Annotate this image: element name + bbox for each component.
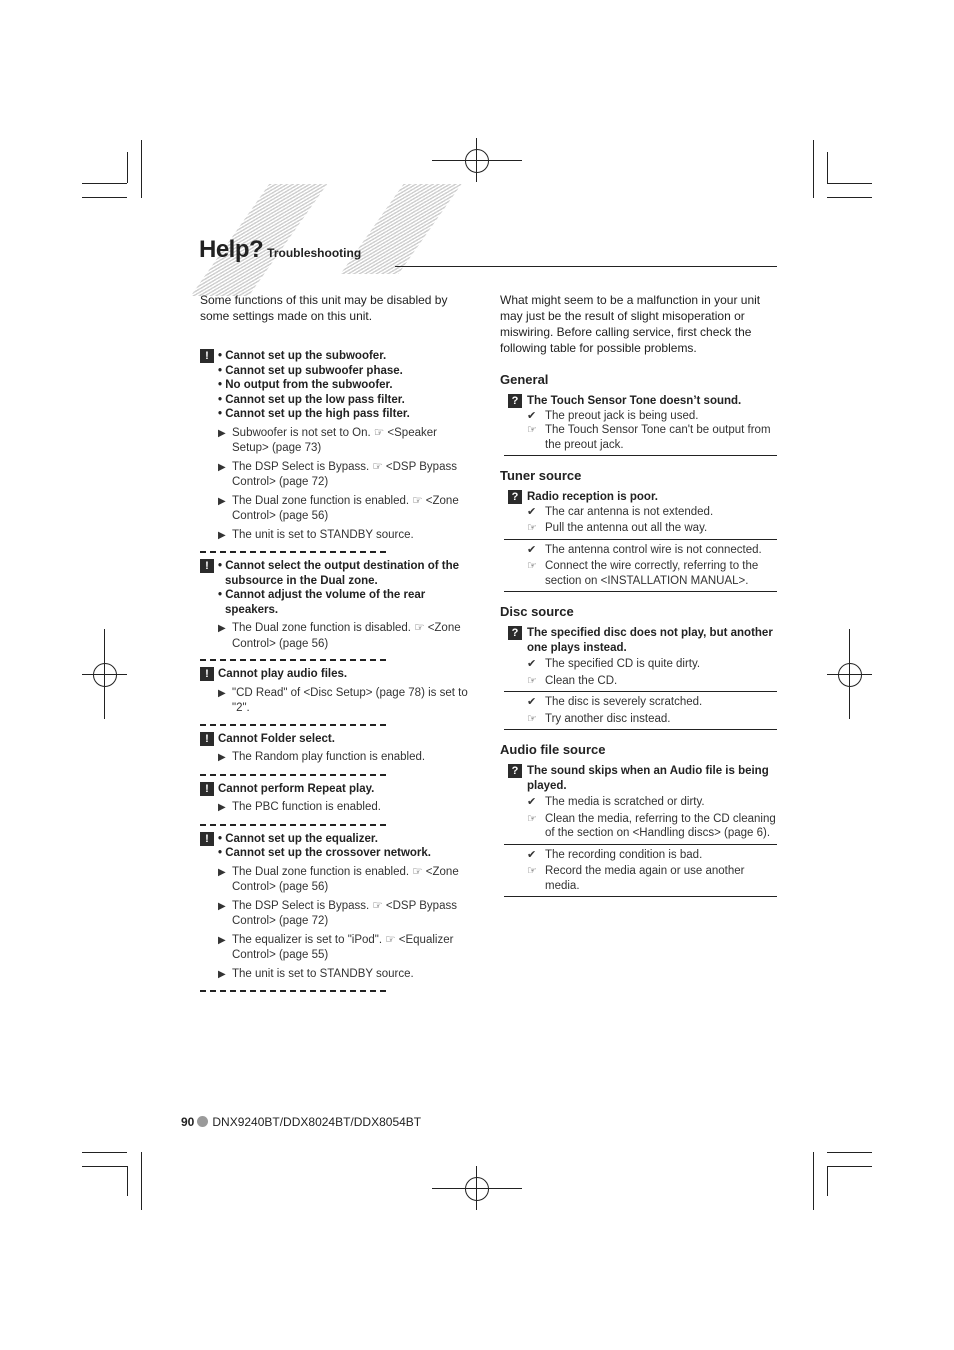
crop-mark xyxy=(827,183,872,184)
cause-line: ✔ The media is scratched or dirty. xyxy=(527,796,705,808)
crop-mark xyxy=(127,1166,128,1196)
left-intro: Some functions of this unit may be disabled by some settings made on this unit. xyxy=(200,293,448,323)
issue-cause: ▶ The DSP Select is Bypass. ☞ <DSP Bypass Control> (page 72) xyxy=(218,899,457,927)
crop-mark xyxy=(82,1166,127,1167)
triangle-icon: ▶ xyxy=(218,623,226,634)
check-icon: ✔ xyxy=(527,796,537,808)
triangle-icon: ▶ xyxy=(218,529,226,541)
registration-line xyxy=(432,1188,522,1189)
issue-cause: ▶ The equalizer is set to "iPod". ☞ <Equalizer Control> (page 55) xyxy=(218,933,454,961)
check-icon: ✔ xyxy=(527,543,537,556)
issue-cause: ▶ "CD Read" of <Disc Setup> (page 78) is set to "2". xyxy=(218,686,468,714)
fix-line: ☞ Pull the antenna out all the way. xyxy=(527,522,708,534)
group-divider xyxy=(504,844,777,845)
hand-pointer-icon: ☞ xyxy=(527,424,537,436)
title-main: Help? xyxy=(199,236,264,263)
exclamation-icon: ! xyxy=(200,732,214,746)
issue-cause: ▶ The unit is set to STANDBY source. xyxy=(218,528,470,544)
dashed-divider xyxy=(200,990,386,992)
crop-mark xyxy=(813,1152,814,1210)
problem-heading: The Touch Sensor Tone doesn’t sound. xyxy=(527,395,742,407)
issue-cause: ▶ Subwoofer is not set to On. ☞ <Speaker Setup> (page 73) xyxy=(218,426,437,454)
issue-block xyxy=(200,559,470,651)
section-title-disc: Disc source xyxy=(500,604,574,619)
issue-heading: • No output from the subwoofer. xyxy=(218,379,393,391)
exclamation-icon: ! xyxy=(200,559,214,573)
section-title-audio: Audio file source xyxy=(500,742,606,757)
fix-line: ☞ Clean the media, referring to the CD cleaning of the section on <Handling discs> (page 6). xyxy=(527,812,776,839)
crop-mark xyxy=(827,197,872,198)
problem-block xyxy=(508,490,777,536)
issue-heading: • Cannot set up the subwoofer. xyxy=(218,350,387,362)
issue-cause: ▶ The Dual zone function is disabled. ☞ <Zone Control> (page 56) xyxy=(218,622,461,650)
crop-mark xyxy=(827,1166,872,1167)
crop-mark xyxy=(827,152,828,183)
dashed-divider xyxy=(200,824,386,826)
crop-mark xyxy=(827,1166,828,1196)
problem-group xyxy=(508,543,777,589)
issue-cause: ▶ The unit is set to STANDBY source. xyxy=(218,967,470,983)
issue-heading: • Cannot set up the equalizer. xyxy=(218,832,378,845)
fix-line: ☞ Record the media again or use another media. xyxy=(527,865,745,892)
issue-block xyxy=(200,782,470,816)
issue-heading: • Cannot set up the crossover network. xyxy=(218,847,431,859)
model-names: DNX9240BT/DDX8024BT/DDX8054BT xyxy=(212,1115,422,1129)
problem-heading: The sound skips when an Audio file is being played. xyxy=(527,765,769,792)
check-icon: ✔ xyxy=(527,505,537,518)
issue-heading: • Cannot set up subwoofer phase. xyxy=(218,364,403,377)
triangle-icon: ▶ xyxy=(218,802,226,813)
issue-block xyxy=(200,349,470,543)
triangle-icon: ▶ xyxy=(218,900,226,912)
group-divider xyxy=(504,539,777,540)
cause-line: ✔ The car antenna is not extended. xyxy=(527,505,714,518)
issue-heading: Cannot play audio files. xyxy=(218,668,348,680)
check-icon: ✔ xyxy=(527,409,537,422)
fix-line: ☞ Connect the wire correctly, referring to the section on <INSTALLATION MANUAL>. xyxy=(527,560,759,587)
right-intro: What might seem to be a malfunction in your unit may just be the result of slight misoperation or miswiring. Before calling service, first check the following table for possible problems. xyxy=(500,293,761,355)
triangle-icon: ▶ xyxy=(218,968,226,980)
question-icon: ? xyxy=(508,394,522,408)
problem-block xyxy=(508,764,777,841)
fix-line: ☞ Clean the CD. xyxy=(527,674,618,687)
issue-cause: ▶ The Dual zone function is enabled. ☞ <Zone Control> (page 56) xyxy=(218,494,459,522)
dashed-divider xyxy=(200,659,386,661)
issue-block xyxy=(200,832,470,983)
problem-block xyxy=(508,394,777,452)
left-column xyxy=(200,292,470,998)
issue-heading: • Cannot set up the low pass filter. xyxy=(218,393,405,406)
dashed-divider xyxy=(200,551,386,553)
registration-target-top xyxy=(465,149,489,173)
cause-line: ✔ The antenna control wire is not connected. xyxy=(527,543,762,556)
hand-pointer-icon: ☞ xyxy=(527,812,537,825)
question-icon: ? xyxy=(508,764,522,778)
cause-line: ✔ The preout jack is being used. xyxy=(527,409,699,422)
crop-mark xyxy=(82,197,127,198)
issue-block xyxy=(200,732,470,766)
triangle-icon: ▶ xyxy=(218,866,226,878)
title-rule xyxy=(395,266,777,267)
check-icon: ✔ xyxy=(527,658,537,670)
triangle-icon: ▶ xyxy=(218,427,226,439)
fix-line: ☞ Try another disc instead. xyxy=(527,712,671,725)
crop-mark xyxy=(141,1152,142,1210)
right-column xyxy=(500,292,777,897)
crop-mark xyxy=(813,140,814,198)
dashed-divider xyxy=(200,774,386,776)
issue-heading: Cannot perform Repeat play. xyxy=(218,782,375,795)
crop-mark xyxy=(827,1152,872,1153)
section-title-general: General xyxy=(500,372,549,387)
registration-line xyxy=(104,629,105,719)
triangle-icon: ▶ xyxy=(218,752,226,763)
crop-mark xyxy=(127,152,128,183)
issue-cause: ▶ The PBC function is enabled. xyxy=(218,800,470,816)
hand-pointer-icon: ☞ xyxy=(527,560,537,572)
question-icon: ? xyxy=(508,626,522,640)
issue-cause: ▶ The Dual zone function is enabled. ☞ <Zone Control> (page 56) xyxy=(218,865,459,893)
section-divider xyxy=(504,896,777,897)
problem-heading: The specified disc does not play, but another one plays instead. xyxy=(527,627,773,654)
hand-pointer-icon: ☞ xyxy=(527,674,537,687)
issue-heading: • Cannot set up the high pass filter. xyxy=(218,408,410,420)
registration-line xyxy=(476,1166,477,1210)
problem-block xyxy=(508,626,777,688)
triangle-icon: ▶ xyxy=(218,687,226,699)
issue-block xyxy=(200,667,470,716)
issue-cause: ▶ The DSP Select is Bypass. ☞ <DSP Bypass Control> (page 72) xyxy=(218,460,457,488)
issue-heading: • Cannot adjust the volume of the rear speakers. xyxy=(218,589,426,616)
cause-line: ✔ The specified CD is quite dirty. xyxy=(527,658,701,670)
cause-line: ✔ The disc is severely scratched. xyxy=(527,696,703,708)
page-title xyxy=(199,236,361,264)
registration-line xyxy=(849,629,850,719)
dashed-divider xyxy=(200,724,386,726)
section-title-tuner: Tuner source xyxy=(500,468,582,483)
exclamation-icon: ! xyxy=(200,667,214,681)
triangle-icon: ▶ xyxy=(218,495,226,507)
registration-line xyxy=(476,138,477,182)
triangle-icon: ▶ xyxy=(218,461,226,473)
registration-line xyxy=(432,160,522,161)
page-footer xyxy=(181,1115,421,1129)
page-number: 90 xyxy=(181,1115,195,1129)
crop-mark xyxy=(82,1152,127,1153)
registration-target-left xyxy=(93,663,117,687)
hand-pointer-icon: ☞ xyxy=(527,522,537,534)
exclamation-icon: ! xyxy=(200,832,214,846)
crop-mark xyxy=(82,183,127,184)
issue-heading: • Cannot select the output destination of the subsource in the Dual zone. xyxy=(218,560,460,587)
bullet-dot-icon xyxy=(197,1116,208,1127)
exclamation-icon: ! xyxy=(200,349,214,363)
crop-mark xyxy=(141,140,142,198)
triangle-icon: ▶ xyxy=(218,934,226,946)
registration-target-right xyxy=(838,663,862,687)
check-icon: ✔ xyxy=(527,848,537,861)
issue-heading: Cannot Folder select. xyxy=(218,732,335,745)
question-icon: ? xyxy=(508,490,522,504)
problem-heading: Radio reception is poor. xyxy=(527,491,658,503)
exclamation-icon: ! xyxy=(200,782,214,796)
hand-pointer-icon: ☞ xyxy=(527,865,537,877)
check-icon: ✔ xyxy=(527,696,537,708)
group-divider xyxy=(504,691,777,692)
problem-group xyxy=(508,695,777,726)
fix-line: ☞ The Touch Sensor Tone can't be output from the preout jack. xyxy=(527,424,771,451)
title-subtitle: Troubleshooting xyxy=(267,246,362,260)
registration-target-bottom xyxy=(465,1177,489,1201)
issue-cause: ▶ The Random play function is enabled. xyxy=(218,750,470,766)
hand-pointer-icon: ☞ xyxy=(527,712,537,725)
cause-line: ✔ The recording condition is bad. xyxy=(527,848,703,861)
problem-group xyxy=(508,848,777,894)
